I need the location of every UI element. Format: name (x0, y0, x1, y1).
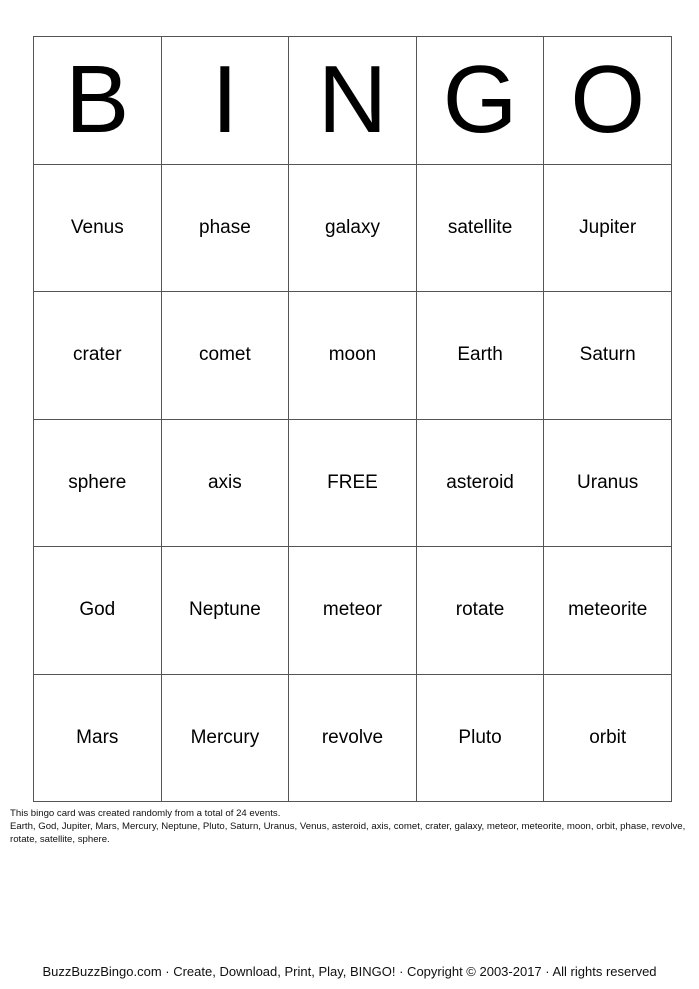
note-summary: This bingo card was created randomly from a total of 24 events. (10, 808, 281, 819)
free-cell: FREE (289, 419, 417, 547)
header-letter: O (544, 37, 672, 165)
card-row (34, 674, 672, 802)
bingo-cell: orbit (544, 674, 672, 802)
header-letter: G (416, 37, 544, 165)
bingo-cell: sphere (34, 419, 162, 547)
bingo-cell: Neptune (161, 547, 289, 675)
header-letter: N (289, 37, 417, 165)
bingo-cell: Mercury (161, 674, 289, 802)
note-word-list: Earth, God, Jupiter, Mars, Mercury, Neptune, Pluto, Saturn, Uranus, Venus, asteroid, axis, comet, crater, galaxy, meteor, meteorite, moon, orbit, phase, revolve, rotate, satellite, sphere. (10, 821, 686, 845)
bingo-cell: Earth (416, 292, 544, 420)
header-row (34, 37, 672, 165)
card-row (34, 292, 672, 420)
bingo-cell: rotate (416, 547, 544, 675)
bingo-cell: Venus (34, 164, 162, 292)
bingo-cell: meteor (289, 547, 417, 675)
header-letter: B (34, 37, 162, 165)
bingo-cell: moon (289, 292, 417, 420)
bingo-cell: Mars (34, 674, 162, 802)
bingo-cell: crater (34, 292, 162, 420)
bingo-cell: Jupiter (544, 164, 672, 292)
bingo-cell: satellite (416, 164, 544, 292)
card-row (34, 164, 672, 292)
header-letter: I (161, 37, 289, 165)
card-row (34, 419, 672, 547)
bingo-cell: Saturn (544, 292, 672, 420)
bingo-card (33, 36, 672, 802)
bingo-cell: axis (161, 419, 289, 547)
card-note (10, 807, 695, 846)
bingo-cell: galaxy (289, 164, 417, 292)
bingo-cell: phase (161, 164, 289, 292)
card-row (34, 547, 672, 675)
footer-copyright: BuzzBuzzBingo.com · Create, Download, Print, Play, BINGO! · Copyright © 2003-2017 · All rights reserved (42, 964, 657, 979)
bingo-cell: God (34, 547, 162, 675)
bingo-cell: Uranus (544, 419, 672, 547)
bingo-cell: asteroid (416, 419, 544, 547)
bingo-cell: comet (161, 292, 289, 420)
bingo-cell: Pluto (416, 674, 544, 802)
bingo-cell: revolve (289, 674, 417, 802)
bingo-cell: meteorite (544, 547, 672, 675)
